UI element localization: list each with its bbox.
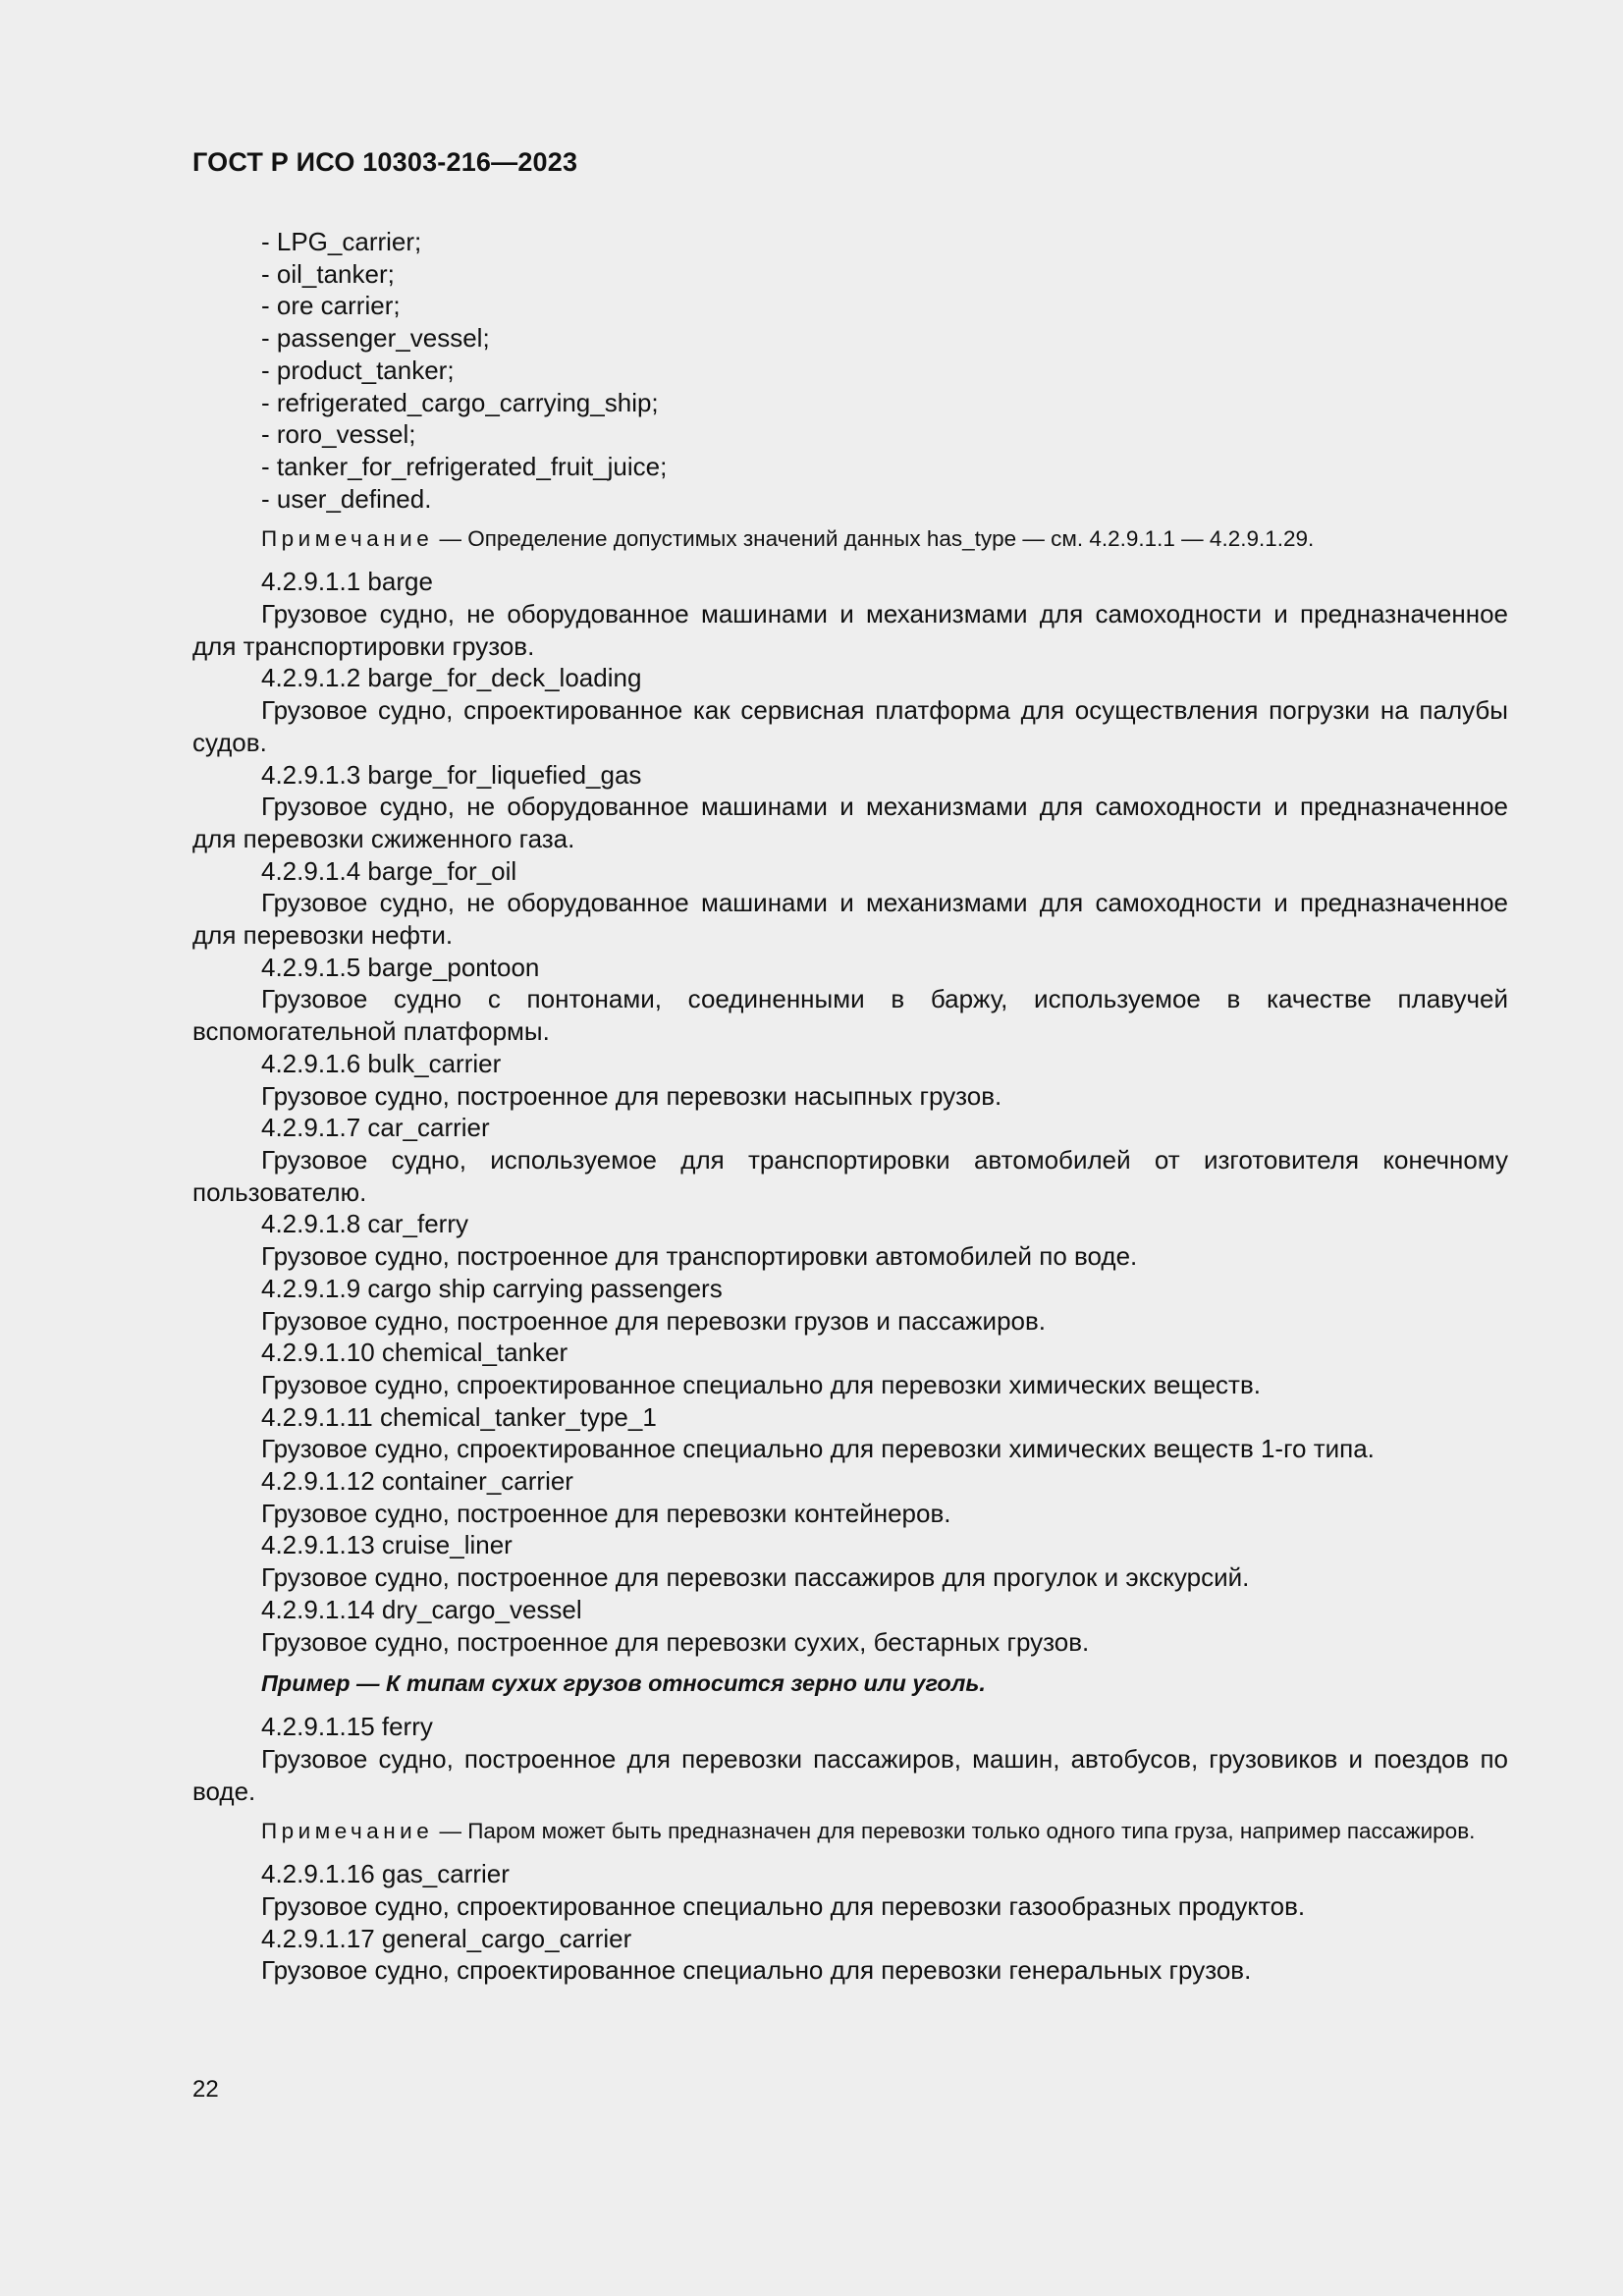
section-heading: 4.2.9.1.12 container_carrier	[261, 1466, 573, 1497]
note-text: — Паром может быть предназначен для перевозки только одного типа груза, например пассажиров.	[433, 1819, 1476, 1844]
section-barge-pontoon	[192, 952, 1508, 1048]
value-list	[192, 226, 1508, 515]
section-text: Грузовое судно, не оборудованное машинами и механизмами для самоходности и предназначенное для транспортировки грузов.	[192, 599, 1508, 661]
section-text: Грузовое судно, спроектированное специально для перевозки газообразных продуктов.	[261, 1891, 1306, 1922]
section-text: Грузовое судно, спроектированное специально для перевозки генеральных грузов.	[261, 1955, 1252, 1986]
section-heading: 4.2.9.1.8 car_ferry	[261, 1209, 468, 1239]
section-barge-for-deck-loading	[192, 662, 1508, 758]
section-heading: 4.2.9.1.4 barge_for_oil	[261, 855, 517, 886]
list-item: - tanker_for_refrigerated_fruit_juice;	[261, 451, 668, 481]
section-chemical-tanker	[192, 1337, 1508, 1400]
section-heading: 4.2.9.1.9 cargo ship carrying passengers	[261, 1273, 723, 1303]
section-text: Грузовое судно, построенное для перевозки пассажиров, машин, автобусов, грузовиков и поездов по воде.	[192, 1743, 1508, 1806]
section-text: Грузовое судно, используемое для транспортировки автомобилей от изготовителя конечному	[261, 1144, 1508, 1175]
section-text: Грузовое судно, спроектированное как сервисная платформа для осуществления погрузки на палубы судов.	[192, 695, 1508, 757]
section-cargo-ship-carrying-passengers	[192, 1273, 1508, 1337]
list-item: - product_tanker;	[261, 355, 455, 385]
section-barge	[192, 566, 1508, 662]
section-chemical-tanker-type-1	[192, 1401, 1508, 1465]
note-label: Примечание	[261, 1819, 434, 1844]
standard-header: ГОСТ Р ИСО 10303-216—2023	[192, 147, 578, 177]
section-container-carrier	[192, 1465, 1508, 1529]
section-car-ferry	[192, 1208, 1508, 1272]
list-item: - LPG_carrier;	[261, 227, 422, 256]
list-item: - roro_vessel;	[261, 419, 416, 450]
section-text: Грузовое судно, построенное для транспортировки автомобилей по воде.	[261, 1241, 1138, 1272]
section-general-cargo-carrier	[192, 1923, 1508, 1987]
list-item: - ore carrier;	[261, 291, 401, 321]
section-text: Грузовое судно, построенное для перевозки пассажиров для прогулок и экскурсий.	[261, 1562, 1250, 1593]
section-heading: 4.2.9.1.14 dry_cargo_vessel	[261, 1594, 582, 1624]
section-car-carrier	[192, 1112, 1508, 1208]
section-barge-for-oil	[192, 855, 1508, 952]
note-has-type	[192, 524, 1508, 554]
section-heading: 4.2.9.1.3 barge_for_liquefied_gas	[261, 759, 642, 790]
section-heading: 4.2.9.1.17 general_cargo_carrier	[261, 1923, 632, 1953]
section-text: Грузовое судно, спроектированное специально для перевозки химических веществ.	[261, 1369, 1261, 1399]
section-text: Грузовое судно с понтонами, соединенными в баржу, используемое в качестве плавучей вспомогательной платформы.	[192, 984, 1508, 1047]
section-heading: 4.2.9.1.1 barge	[261, 567, 433, 597]
page-number: 22	[192, 2076, 219, 2103]
section-text: Грузовое судно, не оборудованное машинами и механизмами для самоходности и предназначенное для перевозки сжиженного газа.	[192, 792, 1508, 853]
section-cruise-liner	[192, 1529, 1508, 1593]
section-heading: 4.2.9.1.2 barge_for_deck_loading	[261, 663, 642, 693]
document-body	[192, 226, 1508, 1987]
example-dry-cargo: Пример — К типам сухих грузов относится зерно или уголь.	[261, 1670, 986, 1697]
section-heading: 4.2.9.1.16 gas_carrier	[261, 1859, 510, 1889]
section-heading: 4.2.9.1.11 chemical_tanker_type_1	[261, 1401, 657, 1432]
section-bulk-carrier	[192, 1048, 1508, 1112]
section-text: Грузовое судно, построенное для перевозки контейнеров.	[261, 1498, 951, 1528]
section-ferry	[192, 1711, 1508, 1807]
note-ferry	[192, 1817, 1508, 1846]
section-text: Грузовое судно, построенное для перевозки насыпных грузов.	[261, 1080, 1002, 1111]
section-barge-for-liquefied-gas	[192, 759, 1508, 855]
section-text: Грузовое судно, построенное для перевозки сухих, бестарных грузов.	[261, 1626, 1090, 1657]
section-heading: 4.2.9.1.5 barge_pontoon	[261, 952, 540, 982]
note-label: Примечание	[261, 526, 434, 552]
section-text: Грузовое судно, спроектированное специально для перевозки химических веществ 1-го типа.	[261, 1434, 1375, 1464]
list-item: - oil_tanker;	[261, 258, 395, 289]
list-item: - passenger_vessel;	[261, 323, 490, 354]
section-heading: 4.2.9.1.15 ferry	[261, 1712, 433, 1742]
section-dry-cargo-vessel	[192, 1594, 1508, 1658]
section-heading: 4.2.9.1.10 chemical_tanker	[261, 1338, 568, 1368]
section-gas-carrier	[192, 1858, 1508, 1922]
section-text: Грузовое судно, построенное для перевозки грузов и пассажиров.	[261, 1305, 1047, 1336]
section-text: Грузовое судно, не оборудованное машинами и механизмами для самоходности и предназначенное для перевозки нефти.	[192, 888, 1508, 951]
list-item: - user_defined.	[261, 483, 432, 514]
note-text: — Определение допустимых значений данных has_type — см. 4.2.9.1.1 — 4.2.9.1.29.	[433, 526, 1315, 552]
section-heading: 4.2.9.1.6 bulk_carrier	[261, 1048, 502, 1078]
section-text-continued: пользователю.	[192, 1176, 367, 1207]
list-item: - refrigerated_cargo_carrying_ship;	[261, 387, 659, 417]
section-heading: 4.2.9.1.7 car_carrier	[261, 1113, 490, 1143]
section-heading: 4.2.9.1.13 cruise_liner	[261, 1530, 513, 1560]
